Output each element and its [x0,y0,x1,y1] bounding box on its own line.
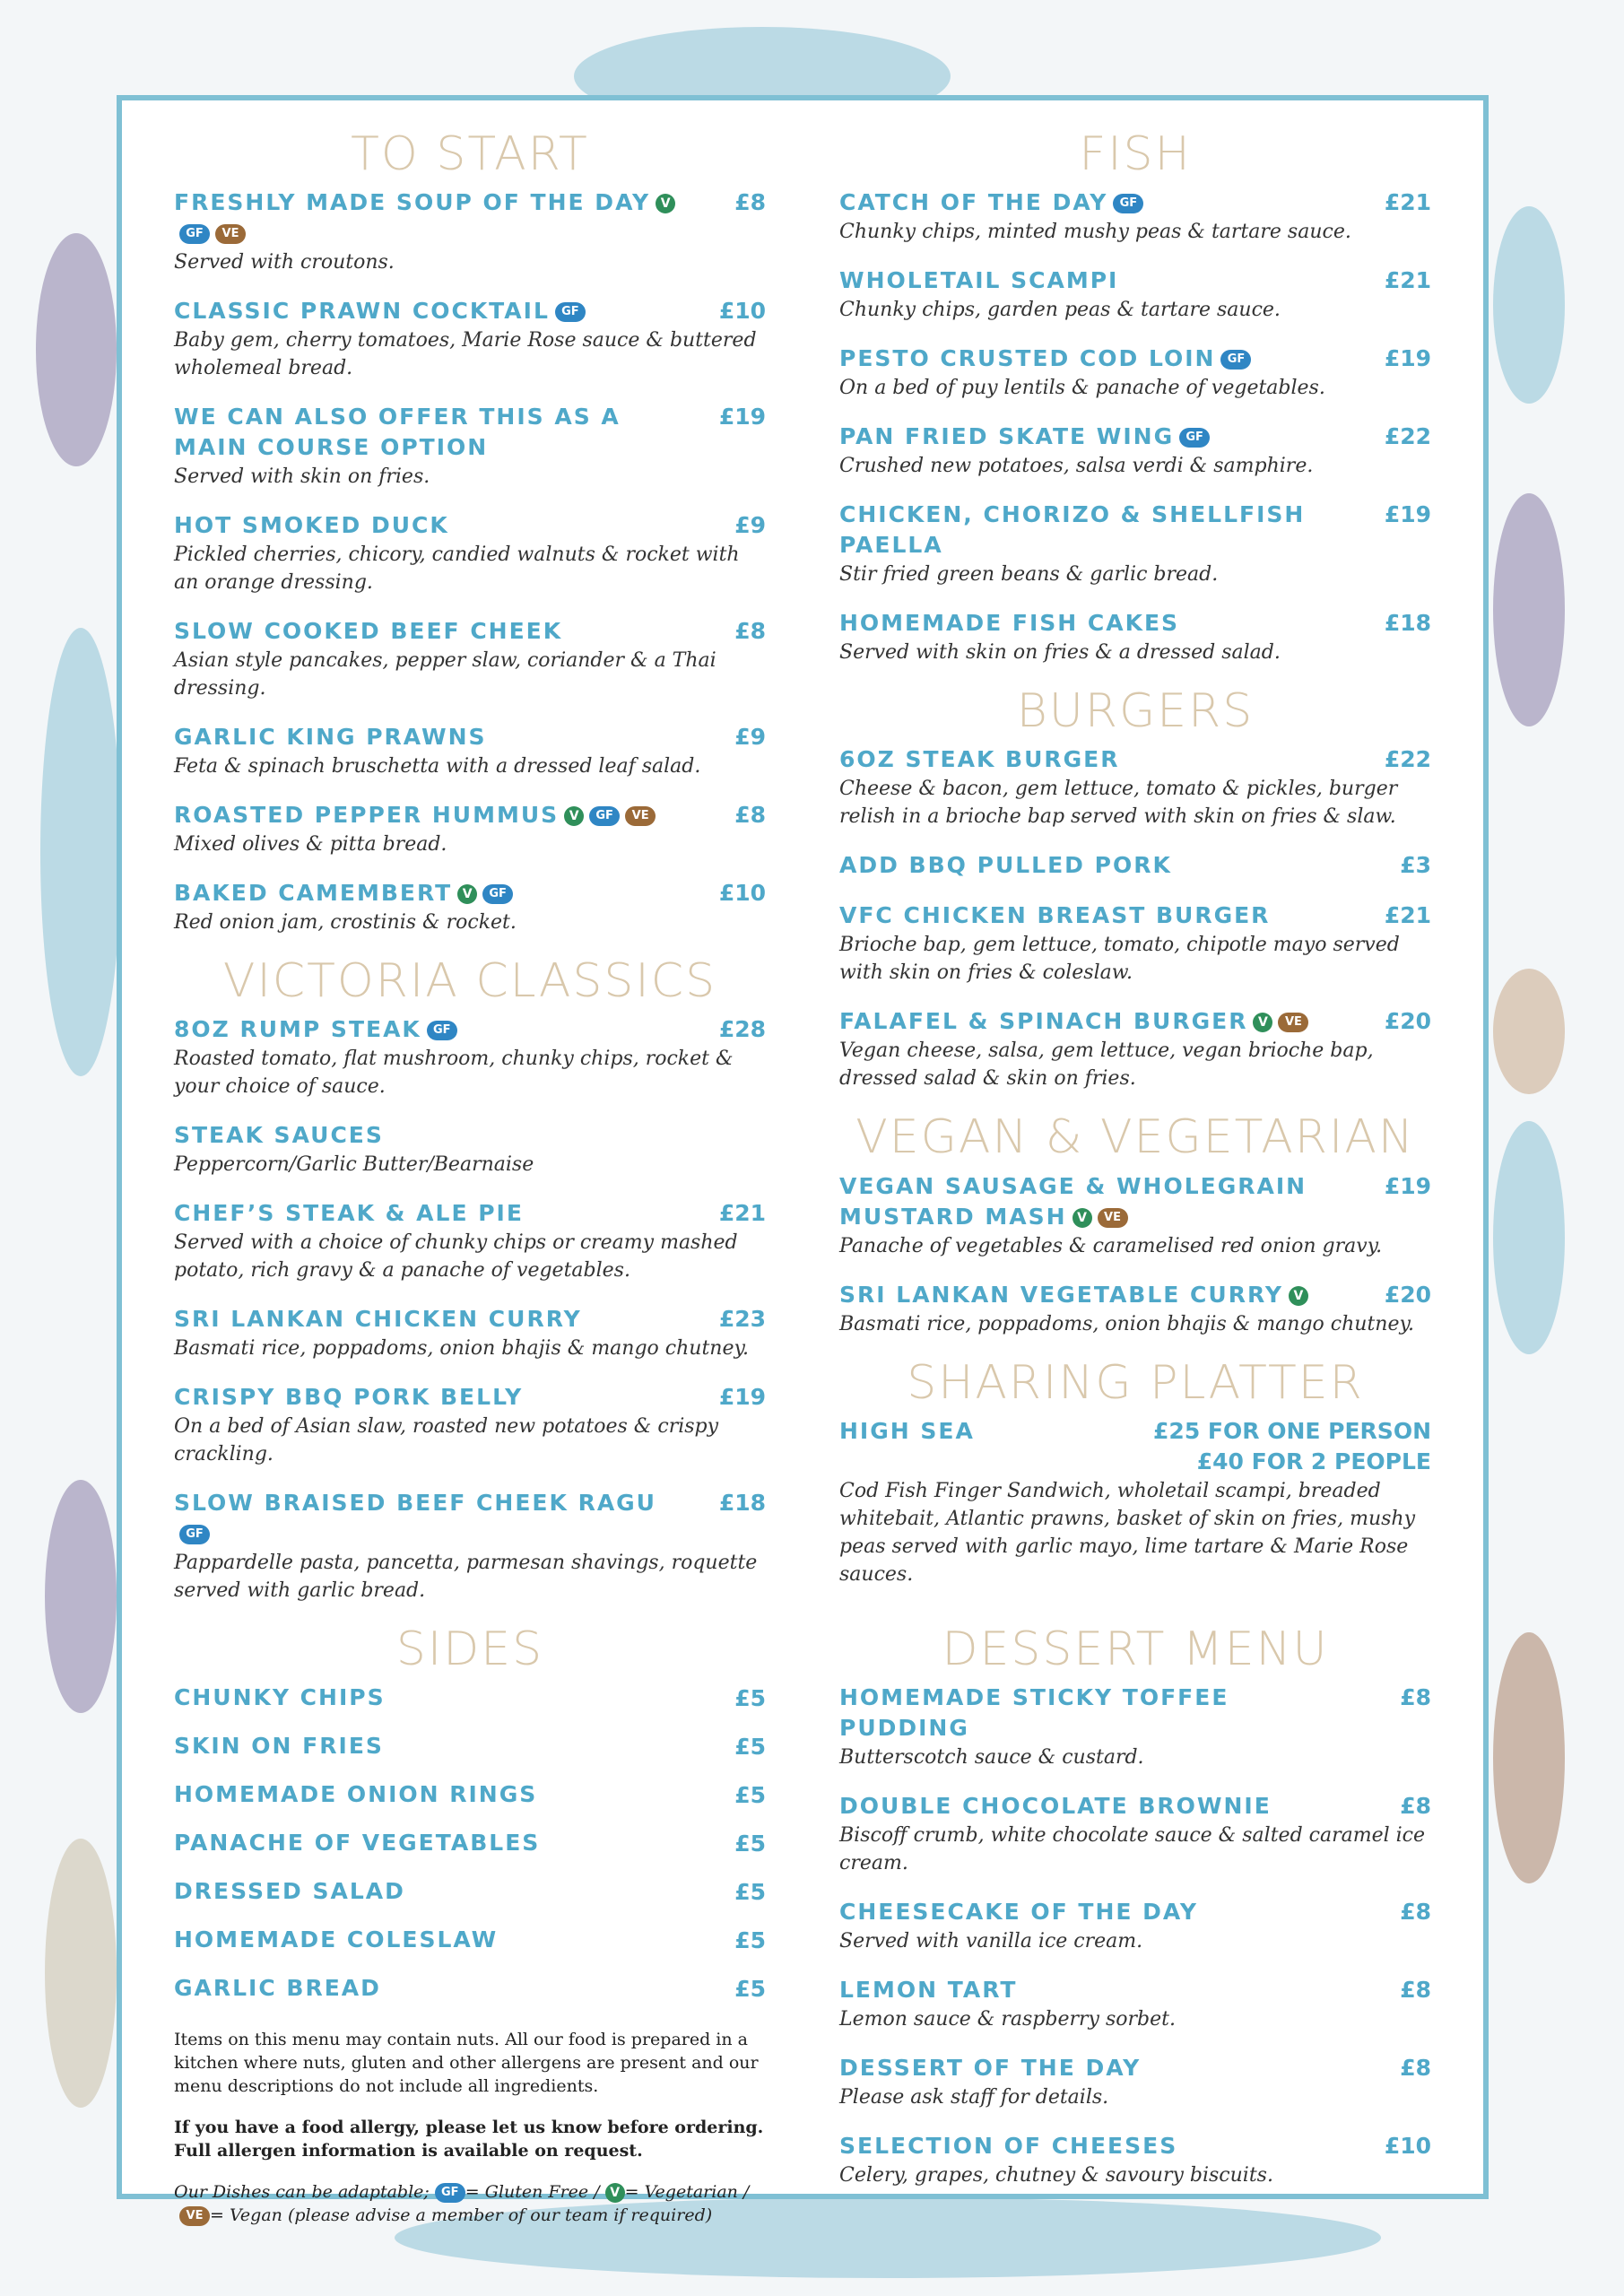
menu-item-row [174,1198,766,1229]
section-title: DESSERT MENU [942,1622,1329,1676]
decor-right-2 [1493,493,1565,726]
side-item-price: £5 [734,1878,766,1905]
menu-item [839,500,1431,588]
menu-item [839,900,1431,987]
menu-item-price: £8 [1400,1976,1431,2003]
side-item-name: PANACHE OF VEGETABLES [174,1829,541,1856]
gluten-free-badge-icon: GF [1113,194,1143,213]
menu-item [839,265,1431,324]
decor-right-1 [1493,206,1565,404]
menu-item-name-text: PAN FRIED SKATE WING [839,423,1175,450]
vegetarian-badge-icon: V [1073,1208,1092,1228]
menu-item-row [174,296,766,326]
decor-right-5 [1493,1632,1565,1883]
legend-v-text: = Vegetarian / [624,2181,750,2202]
platter-name: HIGH SEA [839,1417,975,1444]
menu-item [839,1171,1431,1260]
menu-item-row [839,1975,1431,2005]
menu-item [174,1488,766,1605]
menu-item-description: Peppercorn/Garlic Butter/Bearnaise [174,1153,534,1177]
menu-item [839,344,1431,402]
menu-item-price: £22 [1384,423,1431,450]
menu-item-row [174,722,766,752]
menu-item-name-text: DOUBLE CHOCOLATE BROWNIE [839,1792,1272,1819]
side-item [174,1926,766,1956]
menu-item-description: Stir fried green beans & garlic bread. [839,563,1219,587]
menu-item-name [839,1683,1342,1744]
menu-item-price: £10 [718,298,766,325]
menu-item-description: Butterscotch sauce & custard. [839,1745,1144,1769]
gluten-free-badge-icon: GF [589,806,620,826]
menu-item-name-text: 6OZ STEAK BURGER [839,746,1120,773]
menu-item-name-text: ADD BBQ PULLED PORK [839,852,1172,879]
menu-item-description: Please ask staff for details. [839,2085,1109,2109]
side-item-name: DRESSED SALAD [174,1877,405,1904]
menu-item-name [839,1791,1272,1822]
menu-item [174,1304,766,1362]
menu-item-name-text: HOT SMOKED DUCK [174,512,449,539]
menu-item-row [839,187,1431,218]
menu-item-name-text: ROASTED PEPPER HUMMUS [174,802,560,829]
menu-item-name [839,850,1172,881]
side-item [174,1732,766,1762]
vegetarian-badge-icon: V [656,194,675,213]
gluten-free-badge-icon: GF [555,302,586,322]
menu-item-description: Chunky chips, minted mushy peas & tartare sauce. [839,221,1351,244]
menu-item-price: £3 [1400,852,1431,879]
menu-item-description: Red onion jam, crostinis & rocket. [174,911,517,935]
menu-item-name-text: VEGAN SAUSAGE & WHOLEGRAIN MUSTARD MASH [839,1172,1307,1230]
menu-item [839,2131,1431,2189]
menu-item-price: £8 [734,189,766,216]
menu-item-name-text: SLOW COOKED BEEF CHEEK [174,618,563,645]
menu-item-row [839,344,1431,374]
gluten-free-badge-icon: GF [179,224,210,244]
menu-item-description: Crushed new potatoes, salsa verdi & samphire. [839,455,1314,478]
menu-item-name-text: HOMEMADE STICKY TOFFEE PUDDING [839,1683,1229,1741]
menu-item-row [174,1382,766,1413]
menu-item-row [839,1683,1431,1744]
side-item-name: GARLIC BREAD [174,1974,381,2001]
menu-item-name-text: CHEF’S STEAK & ALE PIE [174,1200,524,1227]
right-column [839,122,1431,2209]
gluten-free-badge-icon: GF [179,1525,210,1544]
vegan-badge-icon: VE [1278,1013,1308,1032]
menu-item [174,296,766,382]
menu-item-name [839,422,1210,452]
legend-gf-text: = Gluten Free / [465,2181,600,2202]
menu-item-price: £8 [1400,1683,1431,1710]
menu-item-description: On a bed of Asian slaw, roasted new potatoes & crispy crackling. [174,1415,719,1466]
section-title: VICTORIA CLASSICS [222,954,717,1009]
decor-left-3 [45,1480,117,1713]
allergy-notice: If you have a food allergy, please let us know before ordering. Full allergen information is available on request. [174,2117,764,2161]
side-item [174,1974,766,2005]
menu-item-row [174,616,766,647]
menu-item-name-text: CRISPY BBQ PORK BELLY [174,1384,524,1411]
menu-item-description: Roasted tomato, flat mushroom, chunky chips, rocket & your choice of sauce. [174,1048,734,1099]
menu-item-name-text: VFC CHICKEN BREAST BURGER [839,902,1271,929]
menu-item-price: £28 [718,1016,766,1043]
menu-item-name [174,1198,524,1229]
menu-item-name [174,402,676,463]
menu-item-description: Mixed olives & pitta bread. [174,833,447,857]
menu-item-name [839,900,1270,931]
side-item-name: HOMEMADE COLESLAW [174,1926,499,1952]
menu-item-price: £18 [718,1490,766,1517]
spacer [839,1608,1431,1617]
menu-item-name [839,500,1342,561]
vegan-badge-icon: VE [625,806,656,826]
platter-price-one: £25 FOR ONE PERSON [1153,1417,1431,1444]
menu-item-name-text: PESTO CRUSTED COD LOIN [839,345,1216,372]
menu-item-row [174,402,766,463]
menu-item-name [839,2053,1141,2083]
menu-item-row [839,2053,1431,2083]
menu-item-price: £18 [1384,610,1431,637]
menu-item-price: £9 [734,512,766,539]
decor-right-4 [1493,1121,1565,1354]
menu-item-name-text: WE CAN ALSO OFFER THIS AS A MAIN COURSE OPTION [174,404,621,461]
menu-item-price: £20 [1384,1008,1431,1035]
side-item-name: SKIN ON FRIES [174,1732,384,1759]
menu-item-name [839,744,1120,775]
menu-item-name [174,1488,676,1549]
menu-item [174,800,766,858]
menu-item-description: Feta & spinach bruschetta with a dressed leaf salad. [174,755,701,778]
vegetarian-badge-icon: V [564,806,584,826]
menu-item-price: £19 [718,404,766,430]
platter-description: Cod Fish Finger Sandwich, wholetail scampi, breaded whitebait, Atlantic prawns, basket of skin on fries, mushy peas served with garlic mayo, lime tartare & Marie Rose sauces. [839,1479,1415,1586]
vegetarian-badge-icon: V [1289,1286,1308,1306]
gluten-free-badge-icon: GF [1179,428,1210,448]
menu-item-name [174,616,562,647]
menu-item-name-text: SRI LANKAN VEGETABLE CURRY [839,1281,1283,1308]
menu-item [839,422,1431,480]
menu-item [839,850,1431,881]
menu-item-name [174,1120,384,1151]
menu-item-price: £19 [1384,501,1431,528]
menu-item [839,1791,1431,1877]
left-column [174,122,766,2245]
menu-item-row [839,500,1431,561]
side-item-price: £5 [734,1926,766,1953]
section-title: VEGAN & VEGETARIAN [855,1110,1415,1165]
side-item-price: £5 [734,1975,766,2002]
menu-item-description: On a bed of puy lentils & panache of vegetables. [839,377,1325,400]
menu-item-name [174,800,656,831]
decor-left-2 [40,628,121,1076]
menu-item-name-text: FALAFEL & SPINACH BURGER [839,1008,1248,1035]
menu-item-description: Chunky chips, garden peas & tartare sauce. [839,299,1281,322]
menu-item-name [174,878,513,909]
menu-item-row [839,900,1431,931]
menu-item-price: £19 [1384,345,1431,372]
menu-item-price: £21 [1384,267,1431,294]
menu-item-name-text: WHOLETAIL SCAMPI [839,267,1119,294]
menu-item-price: £8 [1400,2054,1431,2081]
side-item-price: £5 [734,1781,766,1808]
side-item [174,1780,766,1811]
menu-item [174,402,766,491]
menu-item-row [839,422,1431,452]
menu-item-name-text: CHICKEN, CHORIZO & SHELLFISH PAELLA [839,501,1306,559]
menu-item-row [174,878,766,909]
side-item-price: £5 [734,1733,766,1760]
menu-item [839,1006,1431,1092]
vegetarian-badge-icon: V [457,884,477,904]
menu-item-name-text: 8OZ RUMP STEAK [174,1016,421,1043]
menu-item [839,187,1431,246]
platter-price-two: £40 FOR 2 PEOPLE [1196,1448,1431,1474]
menu-card [117,95,1489,2225]
menu-item-row [839,1280,1431,1310]
menu-item-name [839,1975,1017,2005]
menu-item-name-text: GARLIC KING PRAWNS [174,724,487,751]
menu-item-price: £8 [1400,1898,1431,1925]
menu-item-description: Served with croutons. [174,251,395,274]
menu-item-price: £8 [734,618,766,645]
menu-item-name [839,187,1143,218]
menu-item-row [839,850,1431,881]
menu-item-row [839,1897,1431,1927]
menu-item-name-text: CHEESECAKE OF THE DAY [839,1898,1198,1925]
menu-item-description: Pickled cherries, chicory, candied walnuts & rocket with an orange dressing. [174,544,740,595]
gluten-free-badge-icon: GF [482,884,513,904]
nuts-notice: Items on this menu may contain nuts. All our food is prepared in a kitchen where nuts, gluten and other allergens are present and our menu descriptions do not include all ingredients. [174,2029,759,2096]
menu-item-description: Served with skin on fries & a dressed salad. [839,641,1281,665]
menu-item-row [174,187,766,248]
section-title: BURGERS [1016,684,1255,739]
menu-item [839,2053,1431,2111]
menu-item [174,1198,766,1284]
menu-item-name [839,1171,1342,1232]
menu-item [174,616,766,702]
menu-item-row [174,1120,766,1151]
side-item [174,1829,766,1859]
decor-left-4 [45,1839,117,2108]
menu-item-row [174,510,766,541]
side-item-price: £5 [734,1830,766,1857]
menu-item-row [839,608,1431,639]
menu-item [839,1280,1431,1338]
decor-left-1 [36,233,117,466]
menu-item-name [174,296,586,326]
menu-item-name-text: SELECTION OF CHEESES [839,2132,1178,2159]
menu-item-description: Basmati rice, poppadoms, onion bhajis & mango chutney. [839,1312,1414,1335]
menu-item [839,744,1431,831]
menu-item [174,510,766,596]
menu-item-description: Biscoff crumb, white chocolate sauce & salted caramel ice cream. [839,1823,1425,1874]
menu-item-name-text: SRI LANKAN CHICKEN CURRY [174,1306,582,1333]
menu-item-description: Lemon sauce & raspberry sorbet. [839,2007,1176,2031]
platter-title: SHARING PLATTER [907,1355,1364,1410]
allergen-notes [174,2028,766,2227]
sides-title: SIDES [395,1622,544,1677]
vegetarian-badge-icon: V [1253,1013,1272,1032]
side-item-price: £5 [734,1684,766,1711]
menu-item-name-text: DESSERT OF THE DAY [839,2054,1142,2081]
menu-item-name [174,722,487,752]
menu-item-description: Cheese & bacon, gem lettuce, tomato & pickles, burger relish in a brioche bap served with skin on fries & slaw. [839,778,1398,829]
section-title: TO START [351,127,589,181]
menu-item-description: Celery, grapes, chutney & savoury biscuits. [839,2163,1273,2187]
menu-item-name [839,2131,1177,2161]
menu-item-description: Brioche bap, gem lettuce, tomato, chipotle mayo served with skin on fries & coleslaw. [839,934,1400,985]
menu-item [174,722,766,780]
menu-item-row [839,1791,1431,1822]
vegan-badge-icon: VE [179,2206,210,2226]
menu-item-name [839,608,1179,639]
menu-item-name-text: CLASSIC PRAWN COCKTAIL [174,298,550,325]
vegan-badge-icon: VE [215,224,246,244]
menu-item-description: Basmati rice, poppadoms, onion bhajis & mango chutney. [174,1337,749,1361]
menu-item-price: £23 [718,1306,766,1333]
menu-item-row [839,1006,1431,1037]
menu-item-price: £8 [1400,1792,1431,1819]
menu-item-price: £22 [1384,746,1431,773]
section-title: FISH [1079,127,1192,181]
side-item [174,1683,766,1714]
menu-item-price: £21 [1384,189,1431,216]
menu-item-price: £19 [1384,1172,1431,1199]
menu-item-price: £21 [1384,902,1431,929]
menu-item-name [839,344,1251,374]
menu-item-row [174,1304,766,1335]
menu-item-name-text: BAKED CAMEMBERT [174,880,453,907]
menu-item-row [174,800,766,831]
menu-item-name [839,1280,1308,1310]
menu-item-name [174,510,449,541]
menu-item-row [839,744,1431,775]
menu-item-description: Asian style pancakes, pepper slaw, coriander & a Thai dressing. [174,649,716,700]
menu-item [174,1382,766,1468]
vegetarian-badge-icon: V [605,2183,625,2203]
legend-ve-text: = Vegan (please advise a member of our team if required) [210,2205,713,2225]
menu-item [174,1014,766,1100]
side-item [174,1877,766,1908]
menu-item-price: £21 [718,1200,766,1227]
menu-item-name [839,1897,1198,1927]
menu-item-description: Baby gem, cherry tomatoes, Marie Rose sauce & buttered wholemeal bread. [174,329,757,380]
menu-item-name-text: FRESHLY MADE SOUP OF THE DAY [174,189,651,216]
menu-item-name-text: SLOW BRAISED BEEF CHEEK RAGU [174,1490,656,1517]
side-item-name: HOMEMADE ONION RINGS [174,1780,538,1807]
gluten-free-badge-icon: GF [435,2183,465,2203]
badge-legend [174,2180,766,2227]
menu-item-description: Served with vanilla ice cream. [839,1929,1143,1952]
menu-item-row [839,265,1431,296]
menu-item-name [839,1006,1308,1037]
menu-item [839,1897,1431,1955]
menu-item [174,1120,766,1178]
gluten-free-badge-icon: GF [1220,350,1251,370]
menu-item-description: Served with a choice of chunky chips or creamy mashed potato, rich gravy & a panache of vegetables. [174,1231,738,1283]
side-item-name: CHUNKY CHIPS [174,1683,386,1710]
menu-item [839,1683,1431,1771]
legend-prefix: Our Dishes can be adaptable; [174,2181,430,2202]
menu-item-description: Vegan cheese, salsa, gem lettuce, vegan brioche bap, dressed salad & skin on fries. [839,1039,1374,1091]
menu-item-row [174,1488,766,1549]
platter-item [839,1416,1431,1588]
menu-item-name-text: HOMEMADE FISH CAKES [839,610,1180,637]
menu-item [174,187,766,276]
menu-item-row [839,2131,1431,2161]
menu-item-name [174,1382,523,1413]
decor-right-3 [1493,969,1565,1094]
menu-item-name-text: LEMON TART [839,1976,1018,2003]
menu-item-description: Pappardelle pasta, pancetta, parmesan shavings, roquette served with garlic bread. [174,1552,758,1603]
menu-item-description: Panache of vegetables & caramelised red onion gravy. [839,1234,1383,1257]
menu-item-price: £10 [1384,2132,1431,2159]
menu-item [839,1975,1431,2033]
menu-item-row [174,1014,766,1045]
menu-item-price: £20 [1384,1281,1431,1308]
menu-item [839,608,1431,666]
platter-row [839,1416,1431,1477]
menu-item-price: £19 [718,1384,766,1411]
menu-item-name-text: CATCH OF THE DAY [839,189,1108,216]
menu-item-name-text: STEAK SAUCES [174,1122,384,1149]
menu-item-price: £10 [718,880,766,907]
menu-item-name [174,1304,582,1335]
menu-item-name [174,1014,457,1045]
menu-item-name [839,265,1118,296]
menu-item-price: £9 [734,724,766,751]
menu-item-description: Served with skin on fries. [174,465,430,489]
menu-item-row [839,1171,1431,1232]
gluten-free-badge-icon: GF [427,1021,457,1040]
menu-item [174,878,766,936]
menu-item-price: £8 [734,802,766,829]
vegan-badge-icon: VE [1098,1208,1128,1228]
menu-item-name [174,187,676,248]
platter-prices [1153,1416,1431,1477]
